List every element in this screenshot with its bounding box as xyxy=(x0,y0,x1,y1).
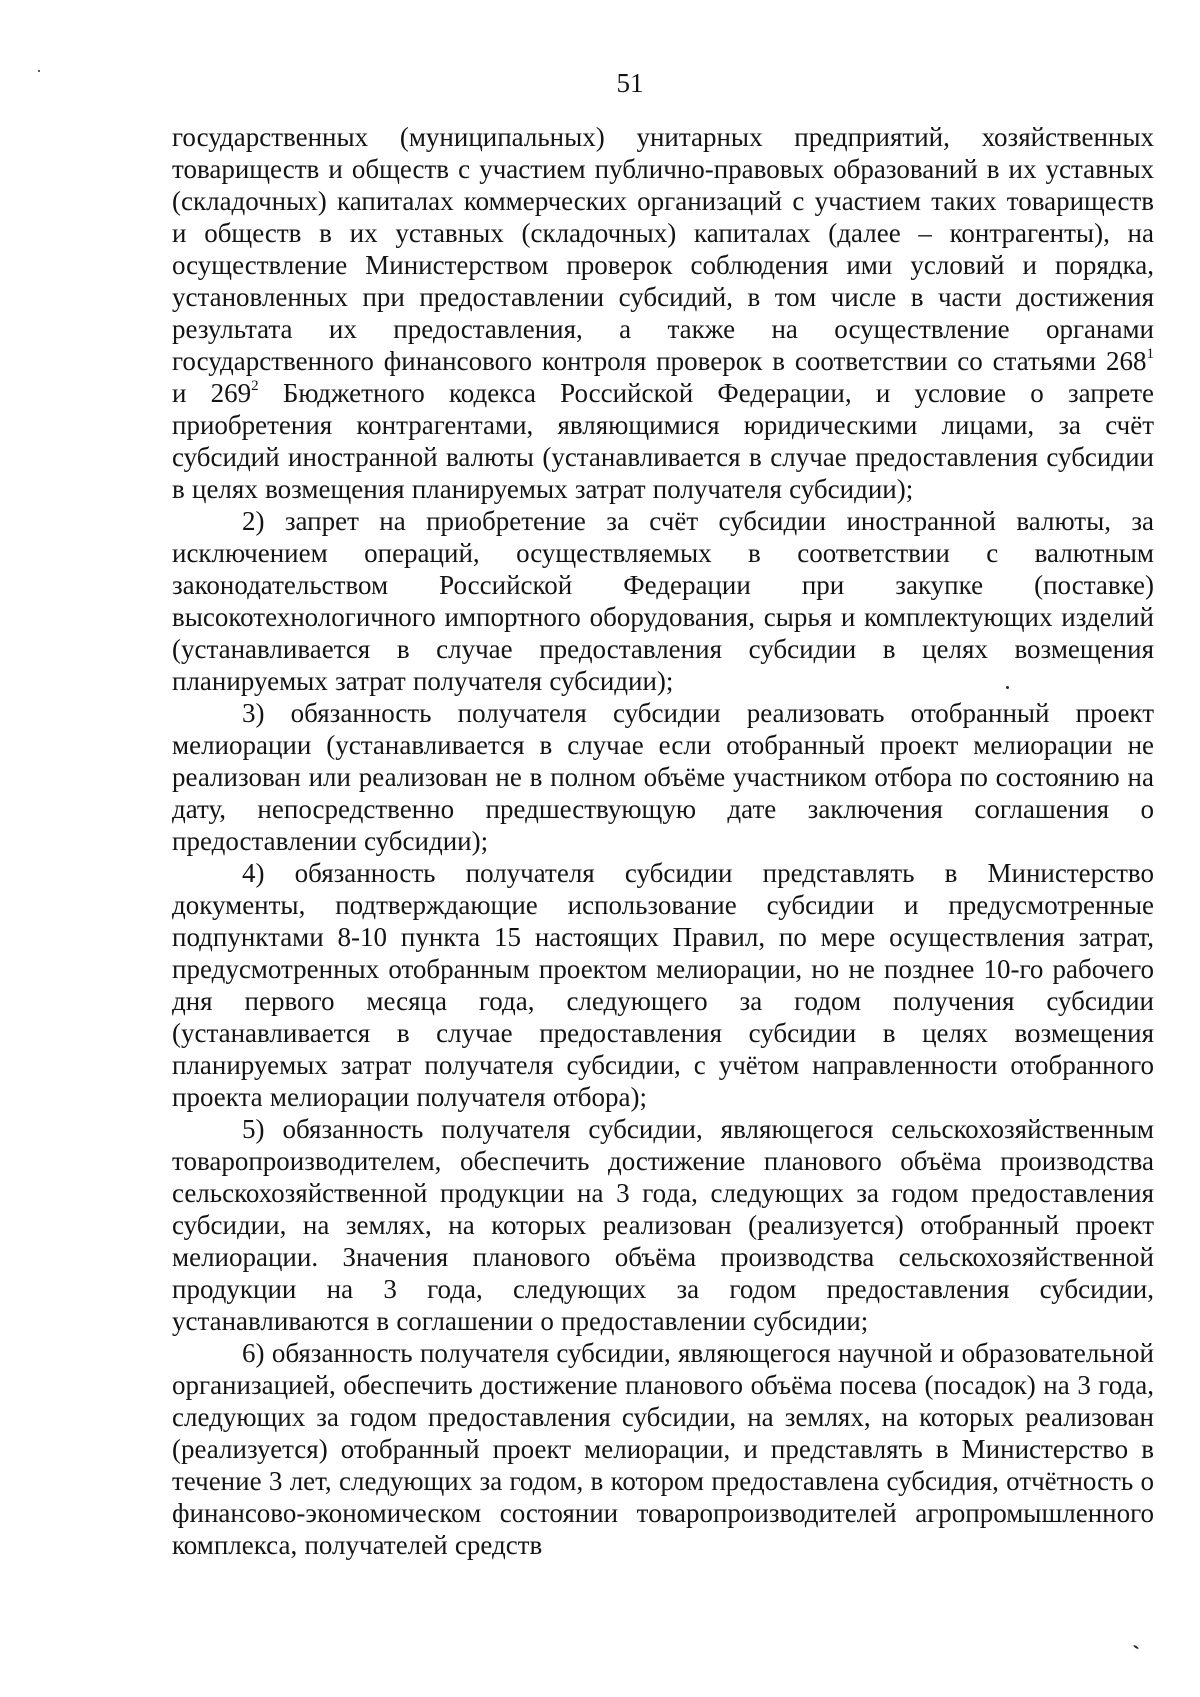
document-body xyxy=(172,121,1154,1561)
superscript: 2 xyxy=(251,378,259,394)
paragraph-item-3: 3) обязанность получателя субсидии реализовать отобранный проект мелиорации (устанавливается в случае если отобранный проект мелиорации не реализован или реализован не в полном объёме участником отбора по состоянию на дату, непосредственно предшествующую дате заключения соглашения о предоставлении субсидии); xyxy=(172,698,1154,856)
superscript: 1 xyxy=(1146,346,1154,362)
paragraph-text: Бюджетного кодекса Российской Федерации, и условие о запрете приобретения контрагентами, являющимися юридическими лицами, за счёт субсидий иностранной валюты (устанавливается в случае предоставления субсидии в целях возмещения планируемых затрат получателя субсидии); xyxy=(172,378,1154,504)
paragraph-item-4: 4) обязанность получателя субсидии представлять в Министерство документы, подтверждающие использование субсидии и предусмотренные подпунктами 8-10 пункта 15 настоящих Правил, по мере осуществления затрат, предусмотренных отобранным проектом мелиорации, но не позднее 10-го рабочего дня первого месяца года, следующего за годом получения субсидии (устанавливается в случае предоставления субсидии в целях возмещения планируемых затрат получателя субсидии, с учётом направленности отобранного проекта мелиорации получателя отбора); xyxy=(172,858,1154,1112)
paragraph-item-5: 5) обязанность получателя субсидии, являющегося сельскохозяйственным товаропроизводителем, обеспечить достижение планового объёма производства сельскохозяйственной продукции на 3 года, следующих за годом предоставления субсидии, на землях, на которых реализован (реализуется) отобранный проект мелиорации. Значения планового объёма производства сельскохозяйственной продукции на 3 года, следующих за годом предоставления субсидии, устанавливаются в соглашении о предоставлении субсидии; xyxy=(172,1114,1154,1336)
scan-speck xyxy=(38,70,40,72)
paragraph-continuation xyxy=(172,121,1154,505)
page-number: 51 xyxy=(616,68,644,98)
scan-speck xyxy=(1006,686,1009,689)
paragraph-text: и 269 xyxy=(172,378,252,408)
paragraph-item-2: 2) запрет на приобретение за счёт субсидии иностранной валюты, за исключением операций, осуществляемых в соответствии с валютным законодательством Российской Федерации при закупке (поставке) высокотехнологичного импортного оборудования, сырья и комплектующих изделий (устанавливается в случае предоставления субсидии в целях возмещения планируемых затрат получателя субсидии); xyxy=(172,506,1154,696)
paragraph-item-6: 6) обязанность получателя субсидии, являющегося научной и образовательной организацией, обеспечить достижение планового объёма посева (посадок) на 3 года, следующих за годом предоставления субсидии, на землях, на которых реализован (реализуется) отобранный проект мелиорации, и представлять в Министерство в течение 3 лет, следующих за годом, в котором предоставлена субсидия, отчётность о финансово-экономическом состоянии товаропроизводителей агропромышленного комплекса, получателей средств xyxy=(172,1338,1154,1560)
paragraph-text: государственных (муниципальных) унитарных предприятий, хозяйственных товариществ и обществ с участием публично-правовых образований в их уставных (складочных) капиталах коммерческих организаций с участием таких товариществ и обществ в их уставных (складочных) капиталах (далее – контрагенты), на осуществление Министерством проверок соблюдения ими условий и порядка, установленных при предоставлении субсидий, в том числе в части достижения результата их предоставления, а также на осуществление органами государственного финансового контроля проверок в соответствии со статьями 268 xyxy=(172,122,1154,376)
scan-speck xyxy=(1133,1644,1139,1649)
